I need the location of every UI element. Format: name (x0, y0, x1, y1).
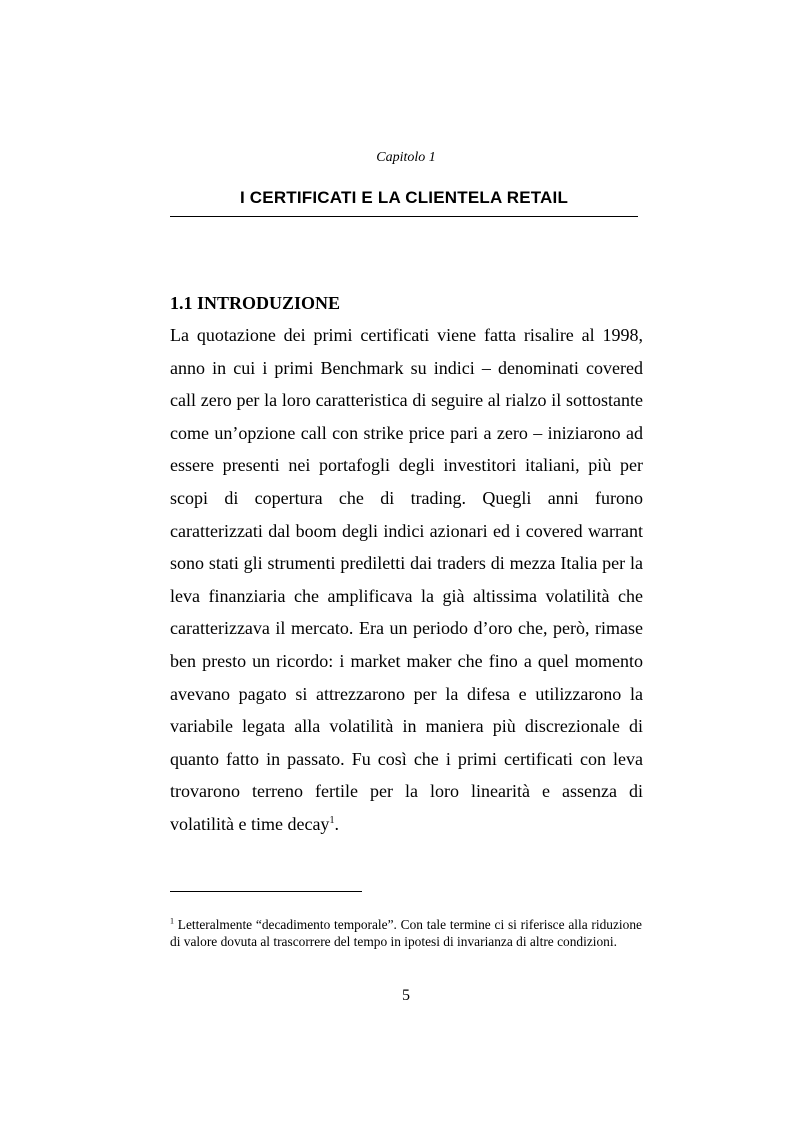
footnote-reference: 1 (329, 814, 335, 826)
chapter-label: Capitolo 1 (376, 150, 436, 165)
page-number: 5 (402, 987, 410, 1004)
footnote-text: Letteralmente “decadimento temporale”. Con tale termine ci si riferisce alla riduzione di valore dovuta al trascorrere del tempo in ipotesi di invarianza di altre condizioni. (170, 917, 642, 949)
section-heading: 1.1 INTRODUZIONE (170, 293, 341, 313)
footnote-marker: 1 (170, 916, 174, 926)
body-paragraph (170, 319, 643, 841)
title-underline (170, 216, 638, 217)
body-text-end: . (334, 813, 339, 834)
chapter-title: I CERTIFICATI E LA CLIENTELA RETAIL (239, 188, 569, 207)
body-text: La quotazione dei primi certificati viene fatta risalire al 1998, anno in cui i primi Benchmark su indici – denominati covered call zero per la loro caratteristica di seguire al rialzo il sottostante come un’opzione call con strike price pari a zero – iniziarono ad essere presenti nei portafogli degli investitori italiani, più per scopi di copertura che di trading. Quegli anni furono caratterizzati dal boom degli indici azionari ed i covered warrant sono stati gli strumenti prediletti dai traders di mezza Italia per la leva finanziaria che amplificava la già altissima volatilità che caratterizzava il mercato. Era un periodo d’oro che, però, rimase ben presto un ricordo: i market maker che fino a quel momento avevano pagato si attrezzarono per la difesa e utilizzarono la variabile legata alla volatilità in maniera più discrezionale di quanto fatto in passato. Fu così che i primi certificati con leva trovarono terreno fertile per la loro linearità e assenza di volatilità e time decay (170, 325, 643, 834)
footnote (170, 917, 642, 950)
footnote-separator (170, 891, 362, 892)
